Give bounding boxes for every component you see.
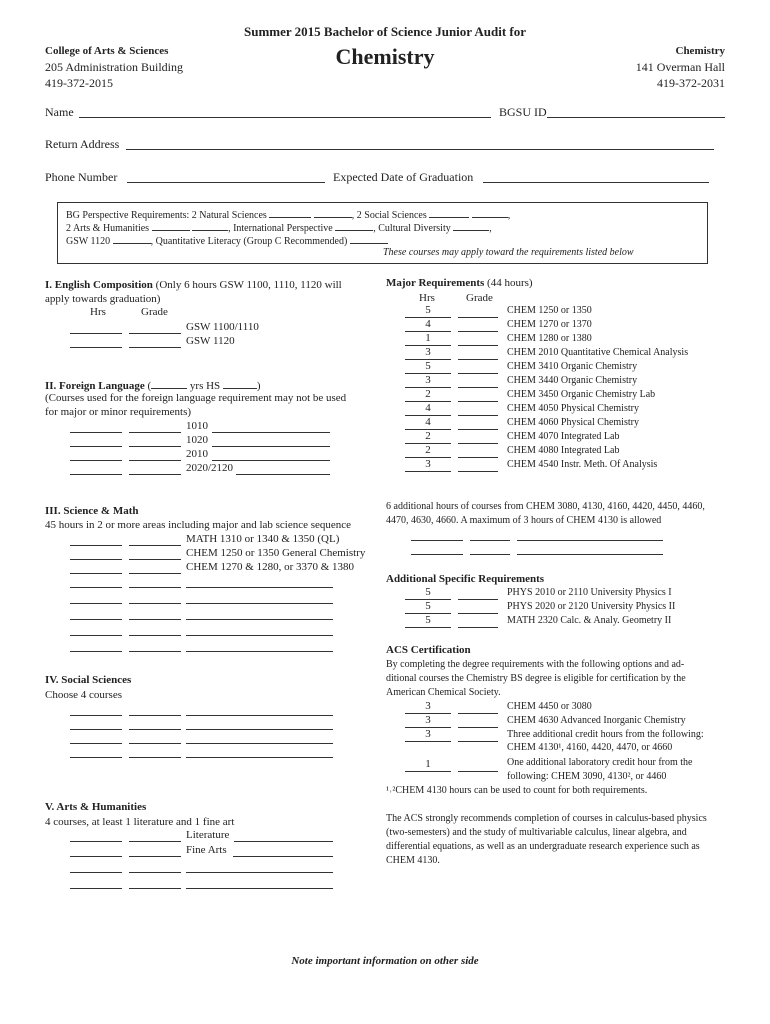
natsci-blank-2[interactable] <box>314 207 352 218</box>
major-hrs-1[interactable]: 5 <box>405 304 451 318</box>
science-course-3: CHEM 1270 & 1280, or 3370 & 1380 <box>186 561 355 573</box>
science-course-8[interactable] <box>186 651 333 652</box>
dept-phone: 419-372-2031 <box>657 76 725 90</box>
major-course-3: CHEM 1280 or 1380 <box>507 333 592 344</box>
college-name: College of Arts & Sciences <box>45 45 169 57</box>
english-course-1: GSW 1100/1110 <box>186 321 259 333</box>
arts-grade-1[interactable] <box>129 841 181 842</box>
arts-grade-3[interactable] <box>129 872 181 873</box>
acs-hrs-2[interactable]: 3 <box>405 714 451 728</box>
major-grade-2[interactable] <box>458 331 498 332</box>
foreign-desc1: (Courses used for the foreign language requirement may not be used <box>45 392 347 404</box>
science-hrs-7[interactable] <box>70 635 122 636</box>
acs-course-1: CHEM 4450 or 3080 <box>507 701 592 712</box>
elective-course-1[interactable] <box>517 540 663 541</box>
major-course-2: CHEM 1270 or 1370 <box>507 319 592 330</box>
social-grade-1[interactable] <box>129 715 181 716</box>
social-course-4[interactable] <box>186 757 333 758</box>
major-course-11: CHEM 4080 Integrated Lab <box>507 445 620 456</box>
foreign-desc2: for major or minor requirements) <box>45 406 192 418</box>
english-desc1: (Only 6 hours GSW 1100, 1110, 1120 will <box>152 279 342 291</box>
elective-grade-2[interactable] <box>470 554 510 555</box>
addl-hrs-3[interactable]: 5 <box>405 614 451 628</box>
socsci-blank-1[interactable] <box>429 207 469 218</box>
science-hrs-4[interactable] <box>70 587 122 588</box>
additional-specific-title: Additional Specific Requirements <box>386 573 545 585</box>
foreign-course-2: 1020 <box>186 434 208 446</box>
bg-note: These courses may apply toward the requirements listed below <box>383 247 634 258</box>
foreign-course-4: 2020/2120 <box>186 462 234 474</box>
cultural-blank[interactable] <box>453 220 489 231</box>
college-phone: 419-372-2015 <box>45 76 113 90</box>
social-hrs-2[interactable] <box>70 729 122 730</box>
major-hrs-7[interactable]: 2 <box>405 388 451 402</box>
major-hrs-8[interactable]: 4 <box>405 402 451 416</box>
bg-line1b: , 2 Social Sciences <box>351 210 427 221</box>
science-grade-5[interactable] <box>129 603 181 604</box>
foreign-hs-blank[interactable] <box>223 378 257 389</box>
major-grade-12[interactable] <box>458 471 498 472</box>
acs-grade-3[interactable] <box>458 741 498 742</box>
page-title: Chemistry <box>335 44 435 69</box>
major-hrs-header: Hrs <box>419 292 435 304</box>
major-hrs-4[interactable]: 3 <box>405 346 451 360</box>
foreign-course-blank-2[interactable] <box>212 446 330 447</box>
arts-hrs-2[interactable] <box>70 856 122 857</box>
addl-course-3: MATH 2320 Calc. & Analy. Geometry II <box>507 615 672 626</box>
science-course-4[interactable] <box>186 587 333 588</box>
return-address-field[interactable] <box>126 149 714 150</box>
foreign-grade-2[interactable] <box>129 446 181 447</box>
science-hrs-3[interactable] <box>70 573 122 574</box>
bgsu-id-field[interactable] <box>547 117 725 118</box>
major-grade-4[interactable] <box>458 359 498 360</box>
major-grade-6[interactable] <box>458 387 498 388</box>
science-hrs-8[interactable] <box>70 651 122 652</box>
english-desc2: apply towards graduation) <box>45 293 161 305</box>
bg-line3a: GSW 1120 <box>66 236 111 247</box>
social-grade-3[interactable] <box>129 743 181 744</box>
arts-grade-4[interactable] <box>129 888 181 889</box>
science-course-5[interactable] <box>186 603 333 604</box>
science-grade-7[interactable] <box>129 635 181 636</box>
elective-hrs-1[interactable] <box>411 540 463 541</box>
major-title: Major Requirements <box>386 277 485 289</box>
science-hrs-5[interactable] <box>70 603 122 604</box>
bg-line3b: , Quantitative Literacy (Group C Recommended) <box>150 236 348 247</box>
science-grade-3[interactable] <box>129 573 181 574</box>
addl-course-2: PHYS 2020 or 2120 University Physics II <box>507 601 676 612</box>
major-hrs-9[interactable]: 4 <box>405 416 451 430</box>
arts-hrs-4[interactable] <box>70 888 122 889</box>
science-desc: 45 hours in 2 or more areas including major and lab science sequence <box>45 519 352 531</box>
arts-course-blank-1[interactable] <box>234 841 333 842</box>
major-course-12: CHEM 4540 Instr. Meth. Of Analysis <box>507 459 658 470</box>
social-hrs-1[interactable] <box>70 715 122 716</box>
major-grade-3[interactable] <box>458 345 498 346</box>
foreign-course-blank-3[interactable] <box>212 460 330 461</box>
foreign-heading: II. Foreign Language ( yrs HS ) <box>45 380 261 392</box>
acs-strong-1: The ACS strongly recommends completion of courses in calculus-based physics <box>386 813 707 824</box>
acs-desc-3: American Chemical Society. <box>386 687 501 698</box>
major-grade-1[interactable] <box>458 317 498 318</box>
social-course-1[interactable] <box>186 715 333 716</box>
acs-row3b: CHEM 4130¹, 4160, 4420, 4470, or 4660 <box>507 742 673 753</box>
science-hrs-1[interactable] <box>70 545 122 546</box>
arts-title: V. Arts & Humanities <box>45 801 147 813</box>
arts-hrs-3[interactable] <box>70 872 122 873</box>
social-grade-2[interactable] <box>129 729 181 730</box>
dept-name: Chemistry <box>675 45 725 57</box>
acs-hrs-1[interactable]: 3 <box>405 700 451 714</box>
major-grade-9[interactable] <box>458 429 498 430</box>
science-course-1: MATH 1310 or 1340 & 1350 (QL) <box>186 533 340 545</box>
english-heading <box>45 279 342 291</box>
arts-blank-1[interactable] <box>152 220 190 231</box>
acs-course-3: Three additional credit hours from the following: <box>507 729 704 740</box>
arts-course-4[interactable] <box>186 888 333 889</box>
bg-line2b: , International Perspective <box>228 223 333 234</box>
grad-date-field[interactable] <box>483 182 709 183</box>
foreign-title: II. Foreign Language <box>45 380 145 392</box>
bg-line-1: BG Perspective Requirements: 2 Natural Sciences , 2 Social Sciences , <box>66 207 510 221</box>
science-grade-8[interactable] <box>129 651 181 652</box>
return-address-label: Return Address <box>45 137 120 151</box>
bg-line-2: 2 Arts & Humanities , International Perspective , Cultural Diversity , <box>66 220 492 234</box>
grad-label: Expected Date of Graduation <box>333 170 474 184</box>
major-grade-7[interactable] <box>458 401 498 402</box>
major-additional-1: 6 additional hours of courses from CHEM 3080, 4130, 4160, 4420, 4450, 4460, <box>386 501 705 512</box>
social-course-3[interactable] <box>186 743 333 744</box>
science-course-2: CHEM 1250 or 1350 General Chemistry <box>186 547 366 559</box>
foreign-hrs-1[interactable] <box>70 432 122 433</box>
acs-desc-2: ditional courses the Chemistry BS degree is eligible for certification by the <box>386 673 686 684</box>
college-address: 205 Administration Building <box>45 60 184 74</box>
major-course-8: CHEM 4050 Physical Chemistry <box>507 403 639 414</box>
acs-row4a: One additional laboratory credit hour from the <box>507 757 693 768</box>
acs-row4b: following: CHEM 3090, 4130², or 4460 <box>507 771 667 782</box>
socsci-blank-2[interactable] <box>472 207 508 218</box>
major-grade-10[interactable] <box>458 443 498 444</box>
addl-course-1: PHYS 2010 or 2110 University Physics I <box>507 587 672 598</box>
foreign-yrs-label: yrs HS <box>189 380 221 392</box>
major-course-4: CHEM 2010 Quantitative Chemical Analysis <box>507 347 689 358</box>
phone-field[interactable] <box>127 182 325 183</box>
acs-grade-1[interactable] <box>458 713 498 714</box>
science-course-7[interactable] <box>186 635 333 636</box>
foreign-course-1: 1010 <box>186 420 208 432</box>
science-hrs-2[interactable] <box>70 559 122 560</box>
social-hrs-3[interactable] <box>70 743 122 744</box>
name-field[interactable] <box>79 117 491 118</box>
foreign-course-3: 2010 <box>186 448 208 460</box>
major-hrs-5[interactable]: 5 <box>405 360 451 374</box>
phone-label: Phone Number <box>45 170 118 184</box>
foreign-yrs-blank[interactable] <box>151 378 187 389</box>
science-title: III. Science & Math <box>45 505 139 517</box>
major-course-9: CHEM 4060 Physical Chemistry <box>507 417 639 428</box>
major-grade-5[interactable] <box>458 373 498 374</box>
intl-blank[interactable] <box>335 220 373 231</box>
major-hrs-6[interactable]: 3 <box>405 374 451 388</box>
english-hrs-2[interactable] <box>70 347 122 348</box>
foreign-hrs-4[interactable] <box>70 474 122 475</box>
arts-course-1: Literature <box>186 829 230 841</box>
foreign-course-blank-1[interactable] <box>212 432 330 433</box>
science-course-6[interactable] <box>186 619 333 620</box>
foreign-course-blank-4[interactable] <box>236 474 330 475</box>
science-grade-1[interactable] <box>129 545 181 546</box>
acs-title: ACS Certification <box>386 644 471 656</box>
english-grade-1[interactable] <box>129 333 181 334</box>
major-hours: (44 hours) <box>484 277 533 289</box>
name-label: Name <box>45 105 74 119</box>
major-hrs-11[interactable]: 2 <box>405 444 451 458</box>
natsci-blank-1[interactable] <box>269 207 311 218</box>
social-grade-4[interactable] <box>129 757 181 758</box>
foreign-grade-4[interactable] <box>129 474 181 475</box>
bgsu-id-label: BGSU ID <box>499 105 547 119</box>
footer-note: Note important information on other side <box>291 955 479 967</box>
arts-course-3[interactable] <box>186 872 333 873</box>
science-grade-6[interactable] <box>129 619 181 620</box>
foreign-hrs-2[interactable] <box>70 446 122 447</box>
addl-grade-3[interactable] <box>458 627 498 628</box>
acs-grade-2[interactable] <box>458 727 498 728</box>
arts-desc: 4 courses, at least 1 literature and 1 fine art <box>45 816 235 828</box>
social-hrs-4[interactable] <box>70 757 122 758</box>
addl-hrs-1[interactable]: 5 <box>405 586 451 600</box>
arts-course-2: Fine Arts <box>186 844 227 856</box>
social-desc: Choose 4 courses <box>45 689 122 701</box>
major-course-5: CHEM 3410 Organic Chemistry <box>507 361 638 372</box>
acs-strong-2: (two-semesters) and the study of multivariable calculus, linear algebra, and <box>386 827 687 838</box>
addl-grade-2[interactable] <box>458 613 498 614</box>
acs-strong-3: differential equations, as well as an undergraduate research experience such as <box>386 841 700 852</box>
english-hrs-header: Hrs <box>90 306 106 318</box>
addl-hrs-2[interactable]: 5 <box>405 600 451 614</box>
acs-grade-4[interactable] <box>458 771 498 772</box>
elective-hrs-2[interactable] <box>411 554 463 555</box>
acs-hrs-4[interactable]: 1 <box>405 758 451 772</box>
social-title: IV. Social Sciences <box>45 674 132 686</box>
english-hrs-1[interactable] <box>70 333 122 334</box>
major-course-7: CHEM 3450 Organic Chemistry Lab <box>507 389 656 400</box>
foreign-grade-3[interactable] <box>129 460 181 461</box>
major-course-10: CHEM 4070 Integrated Lab <box>507 431 620 442</box>
arts-hrs-1[interactable] <box>70 841 122 842</box>
major-course-1: CHEM 1250 or 1350 <box>507 305 592 316</box>
bg-line2a: 2 Arts & Humanities <box>66 223 150 234</box>
major-additional-2: 4470, 4630, 4660. A maximum of 3 hours of CHEM 4130 is allowed <box>386 515 662 526</box>
acs-strong-4: CHEM 4130. <box>386 855 440 866</box>
arts-course-blank-2[interactable] <box>233 856 333 857</box>
bg-line2c: , Cultural Diversity <box>373 223 451 234</box>
elective-course-2[interactable] <box>517 554 663 555</box>
major-hrs-2[interactable]: 4 <box>405 318 451 332</box>
audit-heading: Summer 2015 Bachelor of Science Junior Audit for <box>243 24 527 39</box>
dept-address: 141 Overman Hall <box>635 60 725 74</box>
foreign-hrs-3[interactable] <box>70 460 122 461</box>
major-course-6: CHEM 3440 Organic Chemistry <box>507 375 638 386</box>
major-hrs-12[interactable]: 3 <box>405 458 451 472</box>
bg-line-3 <box>66 233 388 247</box>
major-grade-header: Grade <box>466 292 493 304</box>
major-grade-11[interactable] <box>458 457 498 458</box>
science-grade-4[interactable] <box>129 587 181 588</box>
arts-grade-2[interactable] <box>129 856 181 857</box>
english-course-2: GSW 1120 <box>186 335 235 347</box>
addl-grade-1[interactable] <box>458 599 498 600</box>
gsw1120-blank[interactable] <box>113 233 151 244</box>
acs-footnote: ¹˒²CHEM 4130 hours can be used to count for both requirements. <box>386 785 648 796</box>
foreign-grade-1[interactable] <box>129 432 181 433</box>
science-grade-2[interactable] <box>129 559 181 560</box>
english-grade-2[interactable] <box>129 347 181 348</box>
arts-blank-2[interactable] <box>192 220 228 231</box>
english-title: I. English Composition <box>45 279 153 291</box>
bg-line1a: BG Perspective Requirements: 2 Natural Sciences <box>66 210 267 221</box>
acs-course-2: CHEM 4630 Advanced Inorganic Chemistry <box>507 715 686 726</box>
elective-grade-1[interactable] <box>470 540 510 541</box>
major-grade-8[interactable] <box>458 415 498 416</box>
english-grade-header: Grade <box>141 306 168 318</box>
ql-blank[interactable] <box>350 233 388 244</box>
major-hrs-10[interactable]: 2 <box>405 430 451 444</box>
science-hrs-6[interactable] <box>70 619 122 620</box>
acs-hrs-3[interactable]: 3 <box>405 728 451 742</box>
social-course-2[interactable] <box>186 729 333 730</box>
major-hrs-3[interactable]: 1 <box>405 332 451 346</box>
major-heading <box>386 277 533 289</box>
acs-desc-1: By completing the degree requirements with the following options and ad- <box>386 659 685 670</box>
